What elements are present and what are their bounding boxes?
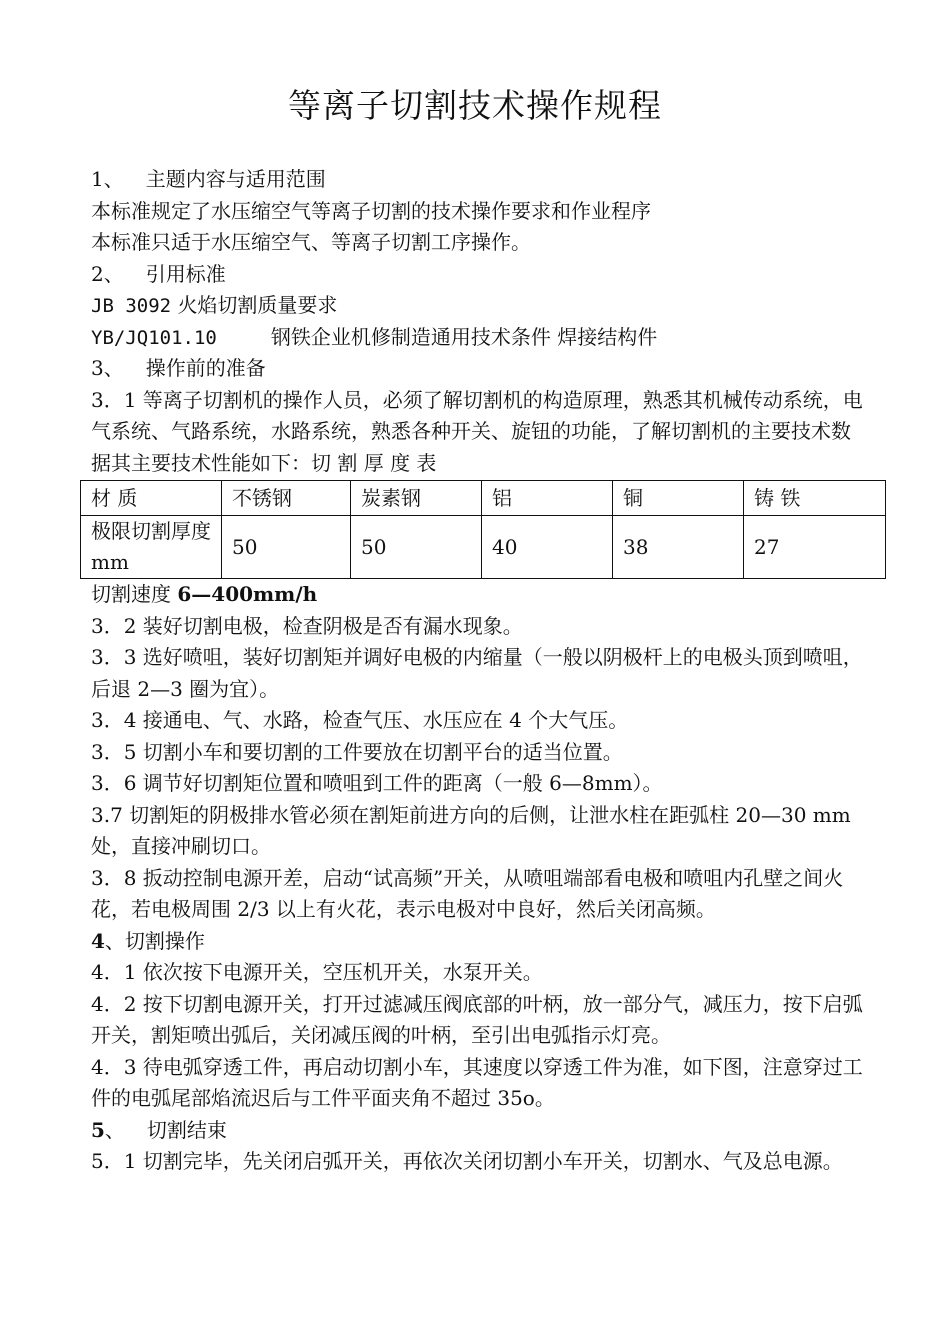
section-number: 2、 <box>91 261 124 286</box>
paragraph: 4．3 待电弧穿透工件，再启动切割小车，其速度以穿透工件为准，如下图，注意穿过工件的电弧尾部焰流迟后与工件平面夹角不超过 35o。 <box>91 1054 863 1110</box>
cutting-speed <box>91 579 866 611</box>
paragraph: 4．2 按下切割电源开关，打开过滤减压阀底部的叶柄，放一部分气，减压力，按下启弧开关，割矩喷出弧后，关闭减压阀的叶柄，至引出电弧指示灯亮。 <box>91 991 863 1047</box>
reference-title: 钢铁企业机修制造通用技术条件 焊接结构件 <box>270 324 658 349</box>
table-header-cell: 炭素钢 <box>351 481 482 516</box>
cutting-thickness-table <box>80 480 886 579</box>
paragraph: 3．1 等离子切割机的操作人员，必须了解切割机的构造原理，熟悉其机械传动系统，电气系统、气路系统，水路系统，熟悉各种开关、旋钮的功能，了解切割机的主要技术数据其主要技术性能如下：切 割 厚 度 表 <box>91 387 863 475</box>
table-row-label: 极限切割厚度 mm <box>81 516 222 579</box>
paragraph: 5．1 切割完毕，先关闭启弧开关，再依次关闭切割小车开关，切割水、气及总电源。 <box>91 1149 843 1173</box>
table-header-cell: 铝 <box>482 481 613 516</box>
paragraph: 4．1 依次按下电源开关，空压机开关，水泵开关。 <box>91 960 543 984</box>
table-cell: 27 <box>744 516 886 579</box>
section-4-heading <box>91 926 866 958</box>
table-cell: 50 <box>222 516 351 579</box>
paragraph: 3．5 切割小车和要切割的工件要放在切割平台的适当位置。 <box>91 739 623 764</box>
reference-code: YB/JQ101.10 <box>91 326 217 349</box>
paragraph: 3．4 接通电、气、水路，检查气压、水压应在 4 个大气压。 <box>91 708 629 732</box>
section-separator: 、 <box>104 1117 125 1142</box>
paragraph: 3．3 选好喷咀，装好切割矩并调好电极的内缩量（一般以阴极杆上的电极头顶到喷咀，后退 2—3 圈为宜）。 <box>91 645 863 701</box>
paragraph: 本标准只适于水压缩空气、等离子切割工序操作。 <box>91 230 531 254</box>
section-number: 1、 <box>91 167 124 191</box>
table-header-cell: 铸 铁 <box>744 481 886 516</box>
document-body <box>91 164 866 1178</box>
section-title: 主题内容与适用范围 <box>145 167 326 191</box>
reference-title: 火焰切割质量要求 <box>177 293 338 317</box>
table-row <box>81 516 886 579</box>
reference-item <box>91 322 866 354</box>
table-header-row <box>81 481 886 516</box>
page-title: 等离子切割技术操作规程 <box>288 86 662 125</box>
table-cell: 50 <box>351 516 482 579</box>
section-2-heading <box>91 259 866 291</box>
table-header-cell: 不锈钢 <box>222 481 351 516</box>
section-3-heading <box>91 353 866 385</box>
section-number: 5 <box>91 1117 105 1142</box>
table-header-cell: 材 质 <box>81 481 222 516</box>
paragraph: 3．2 装好切割电极，检查阴极是否有漏水现象。 <box>91 613 523 638</box>
table-header-cell: 铜 <box>613 481 744 516</box>
section-title: 切割结束 <box>146 1117 227 1142</box>
section-title: 引用标准 <box>145 261 226 286</box>
section-5-heading <box>91 1115 866 1147</box>
paragraph: 3．6 调节好切割矩位置和喷咀到工件的距离（一般 6—8mm）。 <box>91 771 663 795</box>
paragraph: 3．8 扳动控制电源开差，启动“试高频”开关，从喷咀端部看电极和喷咀内孔壁之间火花，若电极周围 2/3 以上有火花，表示电极对中良好，然后关闭高频。 <box>91 865 844 921</box>
table-cell: 38 <box>613 516 744 579</box>
section-title: 操作前的准备 <box>145 356 266 380</box>
paragraph: 本标准规定了水压缩空气等离子切割的技术操作要求和作业程序 <box>91 198 651 223</box>
section-title: 、切割操作 <box>104 928 205 953</box>
section-number: 3、 <box>91 356 124 380</box>
reference-code: JB 3092 <box>91 295 172 317</box>
section-1-heading <box>91 164 866 196</box>
table-cell: 40 <box>482 516 613 579</box>
section-number: 4 <box>91 928 105 953</box>
paragraph: 3.7 切割矩的阴极排水管必须在割矩前进方向的后侧，让泄水柱在距弧柱 20—30 mm 处，直接冲刷切口。 <box>91 802 851 858</box>
cutting-speed-value: 6—400mm/h <box>177 582 318 606</box>
cutting-speed-label: 切割速度 <box>91 582 178 606</box>
reference-item <box>91 290 866 322</box>
